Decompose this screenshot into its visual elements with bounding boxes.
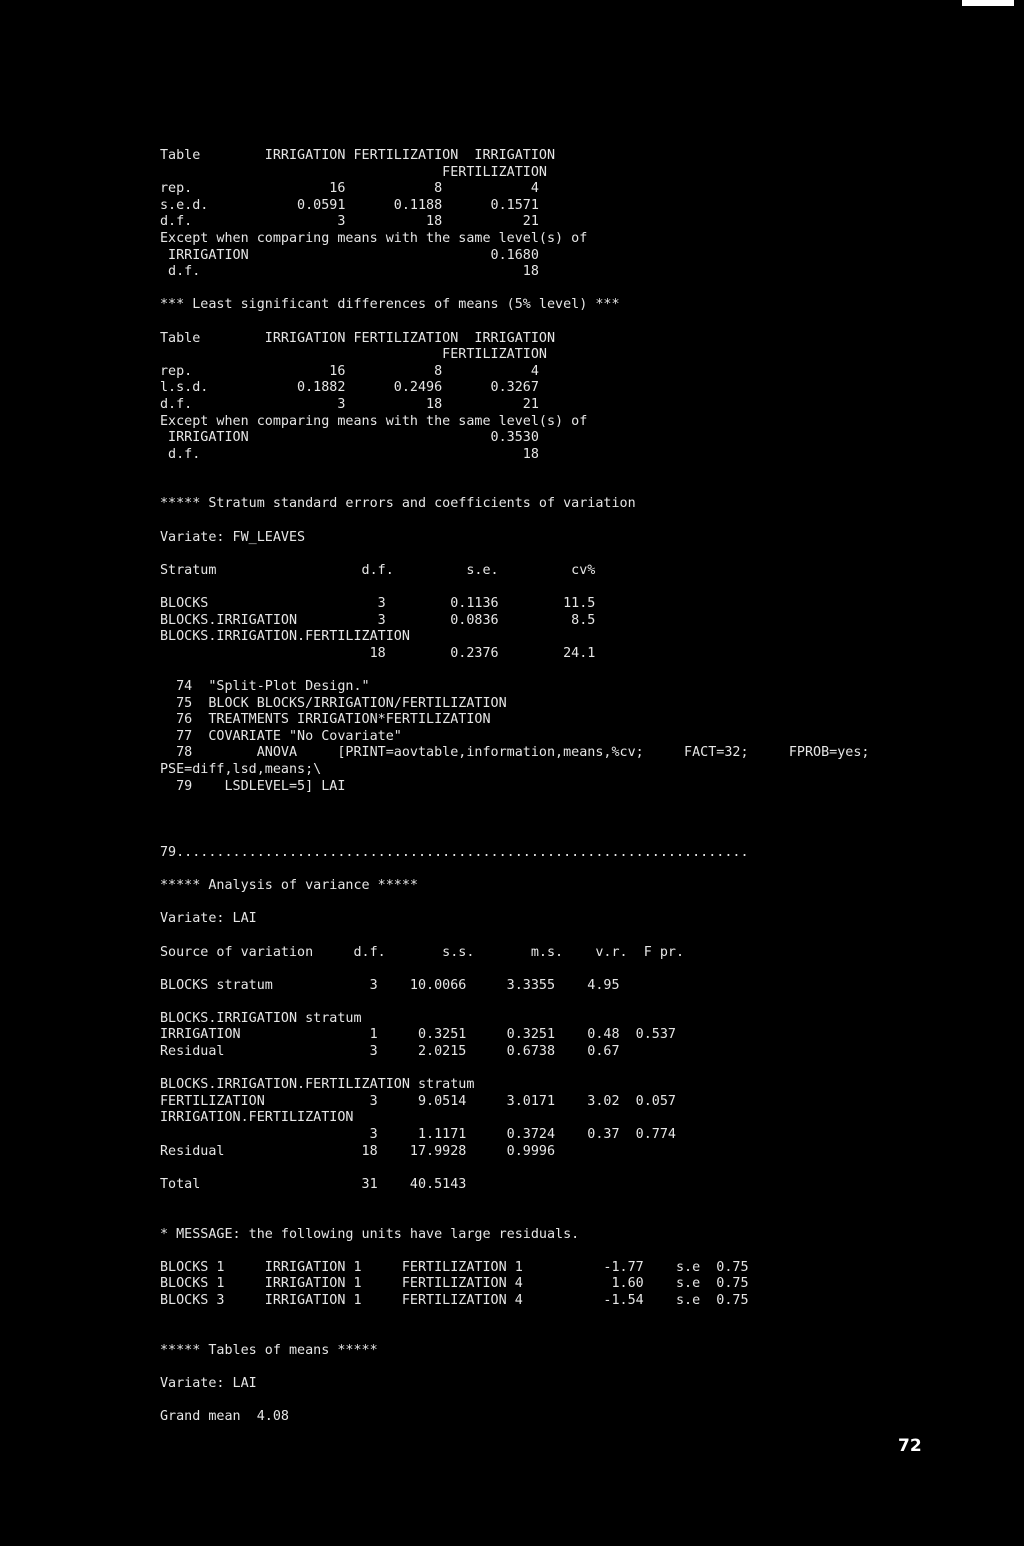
output-line	[160, 961, 869, 978]
output-line: IRRIGATION.FERTILIZATION	[160, 1110, 354, 1126]
output-line: 78 ANOVA [PRINT=aovtable,information,means,%cv; FACT=32; FPROB=yes;	[160, 745, 870, 761]
output-line	[160, 314, 869, 331]
output-line	[160, 546, 869, 563]
output-line: Variate: FW_LEAVES	[160, 529, 306, 545]
output-line: d.f. 18	[160, 446, 539, 462]
output-line: BLOCKS 3 IRRIGATION 1 FERTILIZATION 4 -1.54 s.e 0.75	[160, 1292, 749, 1308]
output-line	[160, 1310, 869, 1327]
output-line: d.f. 3 18 21	[160, 214, 539, 230]
output-line	[160, 513, 869, 530]
output-line	[160, 1326, 869, 1343]
output-line: BLOCKS 1 IRRIGATION 1 FERTILIZATION 4 1.60 s.e 0.75	[160, 1276, 749, 1292]
output-line	[160, 828, 869, 845]
output-line: Stratum d.f. s.e. cv%	[160, 562, 596, 578]
output-line: rep. 16 8 4	[160, 181, 539, 197]
output-line: BLOCKS 3 0.1136 11.5	[160, 596, 596, 612]
output-line: 76 TREATMENTS IRRIGATION*FERTILIZATION	[160, 712, 491, 728]
output-line: 79.......................................................................	[160, 844, 749, 860]
output-line: 18 0.2376 24.1	[160, 645, 596, 661]
output-line: BLOCKS.IRRIGATION.FERTILIZATION	[160, 629, 410, 645]
output-line: l.s.d. 0.1882 0.2496 0.3267	[160, 380, 539, 396]
output-line: ***** Tables of means *****	[160, 1342, 378, 1358]
output-line	[160, 812, 869, 829]
output-line	[160, 994, 869, 1011]
output-line: IRRIGATION 0.1680	[160, 247, 539, 263]
output-line	[160, 1243, 869, 1260]
output-line	[160, 579, 869, 596]
output-line: Except when comparing means with the same level(s) of	[160, 230, 588, 246]
output-line	[160, 1061, 869, 1078]
output-line: BLOCKS stratum 3 10.0066 3.3355 4.95	[160, 977, 620, 993]
output-line: BLOCKS.IRRIGATION 3 0.0836 8.5	[160, 612, 596, 628]
output-line	[160, 895, 869, 912]
output-line: BLOCKS.IRRIGATION stratum	[160, 1010, 362, 1026]
output-line	[160, 795, 869, 812]
output-line: Except when comparing means with the same level(s) of	[160, 413, 588, 429]
page-number: 72	[898, 1436, 922, 1456]
output-line	[160, 928, 869, 945]
output-line	[160, 662, 869, 679]
output-line: * MESSAGE: the following units have large residuals.	[160, 1226, 580, 1242]
output-line: Source of variation d.f. s.s. m.s. v.r. F pr.	[160, 944, 685, 960]
output-line: 75 BLOCK BLOCKS/IRRIGATION/FERTILIZATION	[160, 695, 507, 711]
output-line: Variate: LAI	[160, 1375, 257, 1391]
genstat-output-listing	[160, 148, 869, 1426]
output-line: BLOCKS.IRRIGATION.FERTILIZATION stratum	[160, 1077, 475, 1093]
output-line: ***** Stratum standard errors and coefficients of variation	[160, 496, 636, 512]
corner-scan-mark	[962, 0, 1014, 6]
output-line	[160, 1193, 869, 1210]
output-line: Residual 3 2.0215 0.6738 0.67	[160, 1044, 620, 1060]
output-line: d.f. 18	[160, 264, 539, 280]
output-line: rep. 16 8 4	[160, 363, 539, 379]
output-line: 77 COVARIATE "No Covariate"	[160, 728, 402, 744]
output-line: Grand mean 4.08	[160, 1409, 289, 1425]
output-line	[160, 281, 869, 298]
output-line	[160, 480, 869, 497]
output-line: IRRIGATION 0.3530	[160, 430, 539, 446]
output-line	[160, 1210, 869, 1227]
output-line: Variate: LAI	[160, 911, 257, 927]
output-line: PSE=diff,lsd,means;\	[160, 761, 322, 777]
output-line: ***** Analysis of variance *****	[160, 878, 418, 894]
output-line	[160, 1393, 869, 1410]
output-line	[160, 1160, 869, 1177]
output-line: Residual 18 17.9928 0.9996	[160, 1143, 556, 1159]
output-line: IRRIGATION 1 0.3251 0.3251 0.48 0.537	[160, 1027, 676, 1043]
output-line: 79 LSDLEVEL=5] LAI	[160, 778, 346, 794]
output-line: Total 31 40.5143	[160, 1176, 467, 1192]
output-line: FERTILIZATION 3 9.0514 3.0171 3.02 0.057	[160, 1093, 676, 1109]
output-line: Table IRRIGATION FERTILIZATION IRRIGATION	[160, 148, 556, 163]
output-line: 3 1.1171 0.3724 0.37 0.774	[160, 1127, 676, 1143]
output-line	[160, 862, 869, 879]
output-line: FERTILIZATION	[160, 347, 547, 363]
output-line: *** Least significant differences of means (5% level) ***	[160, 297, 620, 313]
output-line: BLOCKS 1 IRRIGATION 1 FERTILIZATION 1 -1.77 s.e 0.75	[160, 1259, 749, 1275]
output-line: Table IRRIGATION FERTILIZATION IRRIGATION	[160, 330, 556, 346]
output-line: FERTILIZATION	[160, 164, 547, 180]
output-line: s.e.d. 0.0591 0.1188 0.1571	[160, 197, 539, 213]
output-line: d.f. 3 18 21	[160, 396, 539, 412]
output-line: 74 "Split-Plot Design."	[160, 679, 370, 694]
output-line	[160, 463, 869, 480]
output-line	[160, 1359, 869, 1376]
